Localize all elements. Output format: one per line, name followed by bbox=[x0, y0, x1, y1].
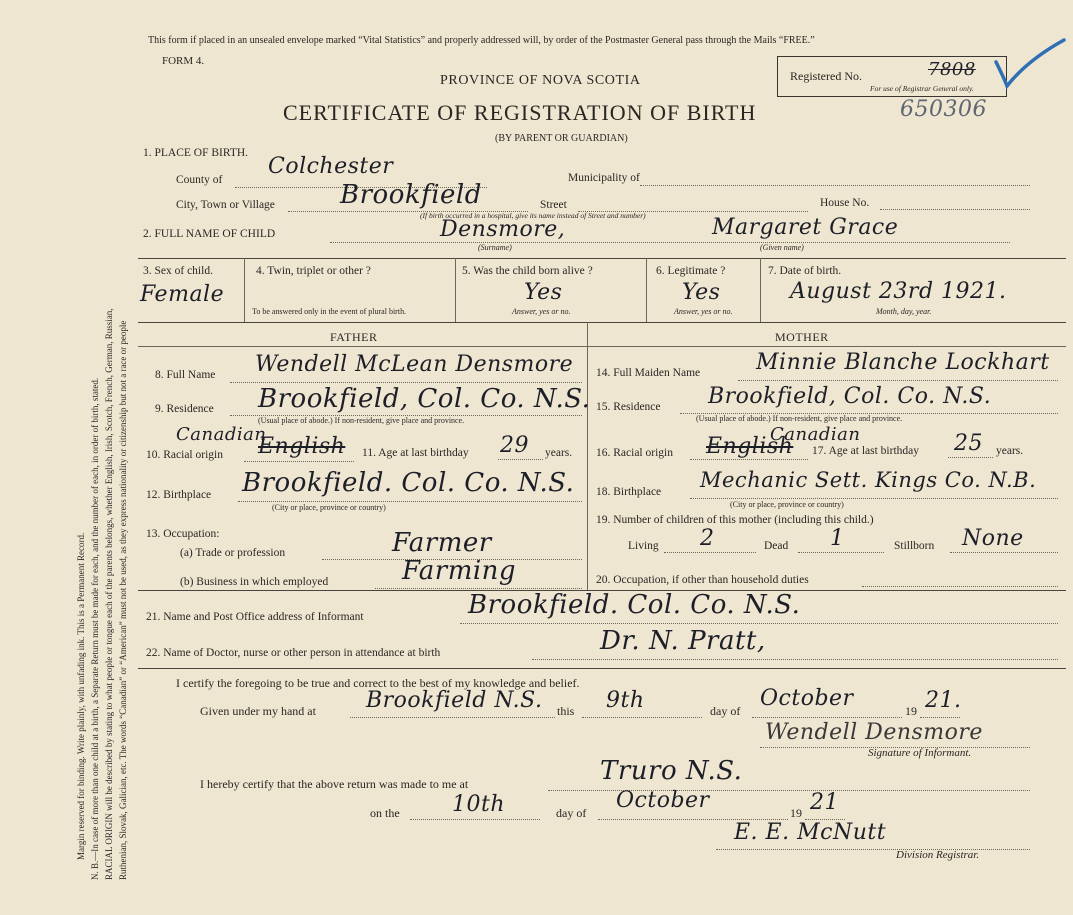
father-name-label: 8. Full Name bbox=[155, 369, 216, 381]
father-racial-struck: English bbox=[258, 434, 346, 459]
city-label: City, Town or Village bbox=[176, 199, 275, 211]
certification-year: 21. bbox=[925, 688, 962, 713]
father-age-label: 11. Age at last birthday bbox=[362, 447, 469, 459]
mother-birthplace-caption: (City or place, province or country) bbox=[730, 500, 844, 509]
twin-label: 4. Twin, triplet or other ? bbox=[256, 265, 371, 277]
mother-name-label: 14. Full Maiden Name bbox=[596, 367, 701, 379]
birth-date-caption: Month, day, year. bbox=[876, 307, 932, 316]
father-racial-label: 10. Racial origin bbox=[146, 449, 223, 461]
on-the-label: on the bbox=[370, 806, 400, 820]
registered-no-label: Registered No. bbox=[790, 69, 862, 83]
city-value: Brookfield bbox=[340, 180, 482, 210]
registrar-signature-caption: Division Registrar. bbox=[896, 849, 980, 861]
postal-notice: This form if placed in an unsealed envelope marked “Vital Statistics” and properly addressed will, by order of the Postmaster General pass through the Mails “FREE.” bbox=[148, 35, 815, 46]
dead-label: Dead bbox=[764, 540, 789, 552]
father-birthplace-caption: (City or place, province or country) bbox=[272, 503, 386, 512]
father-heading: FATHER bbox=[330, 330, 378, 344]
certification-year-prefix: 19 bbox=[905, 704, 917, 718]
certificate-title: CERTIFICATE OF REGISTRATION OF BIRTH bbox=[283, 100, 757, 125]
living-label: Living bbox=[628, 540, 659, 552]
father-racial-above: Canadian bbox=[176, 424, 267, 445]
certification-day-of-label: day of bbox=[710, 704, 741, 718]
alive-value: Yes bbox=[524, 280, 563, 305]
county-label: County of bbox=[176, 174, 223, 186]
mother-birthplace-value: Mechanic Sett. Kings Co. N.B. bbox=[700, 468, 1037, 492]
registrar-month: October bbox=[616, 788, 710, 813]
province-heading: PROVINCE OF NOVA SCOTIA bbox=[440, 73, 641, 88]
certification-day: 9th bbox=[606, 688, 645, 713]
certificate-subtitle: (BY PARENT OR GUARDIAN) bbox=[495, 133, 628, 144]
occupation-label: 13. Occupation: bbox=[146, 528, 220, 540]
informant-value: Brookfield. Col. Co. N.S. bbox=[468, 590, 801, 620]
sex-label: 3. Sex of child. bbox=[143, 265, 213, 277]
father-birthplace-label: 12. Birthplace bbox=[146, 489, 212, 501]
registered-no-value: 7808 bbox=[928, 59, 976, 80]
mother-age-value: 25 bbox=[954, 431, 983, 456]
binding-margin bbox=[0, 0, 138, 915]
stillborn-label: Stillborn bbox=[894, 540, 935, 552]
place-of-birth-label: 1. PLACE OF BIRTH. bbox=[143, 147, 249, 159]
municipality-label: Municipality of bbox=[568, 172, 640, 184]
surname-caption: (Surname) bbox=[478, 243, 512, 252]
living-value: 2 bbox=[700, 526, 715, 551]
mother-racial-label: 16. Racial origin bbox=[596, 447, 673, 459]
father-residence-caption: (Usual place of abode.) If non-resident, give place and province. bbox=[258, 416, 465, 425]
street-label: Street bbox=[540, 199, 567, 211]
father-residence-value: Brookfield, Col. Co. N.S. bbox=[258, 384, 591, 414]
this-label: this bbox=[557, 704, 575, 718]
mother-birthplace-label: 18. Birthplace bbox=[596, 486, 662, 498]
certification-place: Brookfield N.S. bbox=[366, 688, 543, 713]
business-value: Farming bbox=[402, 556, 517, 586]
mother-residence-caption: (Usual place of abode.) If non-resident, give place and province. bbox=[696, 414, 903, 423]
dead-value: 1 bbox=[830, 526, 845, 551]
registration-stamp-number: 650306 bbox=[900, 97, 987, 122]
registrar-general-note: For use of Registrar General only. bbox=[870, 84, 974, 93]
stillborn-value: None bbox=[962, 526, 1024, 551]
mother-name-value: Minnie Blanche Lockhart bbox=[756, 350, 1050, 375]
mother-residence-label: 15. Residence bbox=[596, 401, 661, 413]
father-birthplace-value: Brookfield. Col. Co. N.S. bbox=[242, 468, 575, 498]
registrar-day-of-label: day of bbox=[556, 806, 587, 820]
registrar-year-prefix: 19 bbox=[790, 806, 802, 820]
margin-note-racial-origin: RACIAL ORIGIN will be described by stating to what people or tongue each of the parents belongs, whether English, Irish, Scotch, French, German, Russian, bbox=[104, 308, 114, 880]
father-residence-label: 9. Residence bbox=[155, 403, 214, 415]
given-name-caption: (Given name) bbox=[760, 243, 804, 252]
father-name-value: Wendell McLean Densmore bbox=[255, 352, 574, 377]
registrar-place: Truro N.S. bbox=[600, 756, 743, 786]
twin-note: To be answered only in the event of plural birth. bbox=[252, 307, 407, 316]
children-count-label: 19. Number of children of this mother (including this child.) bbox=[596, 514, 874, 526]
mother-heading: MOTHER bbox=[775, 330, 829, 344]
given-under-hand-label: Given under my hand at bbox=[200, 704, 316, 718]
hospital-note: (If birth occurred in a hospital, give its name instead of Street and number) bbox=[420, 211, 646, 220]
mother-racial-struck: English bbox=[706, 434, 794, 459]
trade-value: Farmer bbox=[392, 528, 492, 558]
mother-residence-value: Brookfield, Col. Co. N.S. bbox=[708, 384, 992, 409]
mother-racial-above: Canadian bbox=[770, 424, 861, 445]
sex-value: Female bbox=[140, 282, 225, 307]
doctor-value: Dr. N. Pratt, bbox=[600, 626, 766, 656]
margin-note-binding: Margin reserved for binding. Write plainly, with unfading ink. This is a Permanent Record. bbox=[76, 532, 86, 860]
informant-signature-caption: Signature of Informant. bbox=[868, 747, 972, 759]
alive-caption: Answer, yes or no. bbox=[512, 307, 571, 316]
registrar-signature: E. E. McNutt bbox=[734, 820, 887, 845]
alive-label: 5. Was the child born alive ? bbox=[462, 265, 593, 277]
mother-years: years. bbox=[996, 445, 1024, 457]
form-number: FORM 4. bbox=[162, 55, 205, 67]
child-name-label: 2. FULL NAME OF CHILD bbox=[143, 228, 276, 240]
margin-note-multiple-births: N. B.—In case of more than one child at a birth, a Separate Return must be made for each, and the number of each, in order of birth, stated. bbox=[90, 377, 100, 880]
legitimate-caption: Answer, yes or no. bbox=[674, 307, 733, 316]
mother-occupation-label: 20. Occupation, if other than household duties bbox=[596, 574, 809, 586]
legitimate-label: 6. Legitimate ? bbox=[656, 265, 726, 277]
registrar-day: 10th bbox=[452, 792, 506, 817]
child-given-name: Margaret Grace bbox=[712, 215, 899, 240]
birth-date-value: August 23rd 1921. bbox=[790, 279, 1007, 304]
certification-month: October bbox=[760, 686, 854, 711]
county-value: Colchester bbox=[268, 154, 394, 179]
house-no-label: House No. bbox=[820, 197, 870, 209]
mother-age-label: 17. Age at last birthday bbox=[812, 445, 919, 457]
registrar-statement: I hereby certify that the above return was made to me at bbox=[200, 777, 469, 791]
doctor-label: 22. Name of Doctor, nurse or other person in attendance at birth bbox=[146, 647, 441, 659]
father-age-value: 29 bbox=[500, 433, 529, 458]
informant-label: 21. Name and Post Office address of Informant bbox=[146, 611, 364, 623]
child-surname: Densmore, bbox=[440, 217, 566, 242]
checkmark-icon bbox=[990, 34, 1070, 92]
father-years: years. bbox=[545, 447, 573, 459]
business-label: (b) Business in which employed bbox=[180, 576, 329, 588]
trade-label: (a) Trade or profession bbox=[180, 547, 286, 559]
legitimate-value: Yes bbox=[682, 280, 721, 305]
registration-box bbox=[777, 56, 1007, 97]
birth-date-label: 7. Date of birth. bbox=[768, 265, 842, 277]
informant-signature: Wendell Densmore bbox=[765, 720, 983, 745]
certification-statement: I certify the foregoing to be true and correct to the best of my knowledge and belief. bbox=[176, 676, 580, 690]
margin-note-racial-origin-cont: Ruthenian, Slovak, Galician, etc. The words “Canadian” or “American” must not be used, as they express nationality or citizenship but not a race or people bbox=[118, 320, 128, 880]
registrar-year: 21 bbox=[810, 790, 839, 815]
